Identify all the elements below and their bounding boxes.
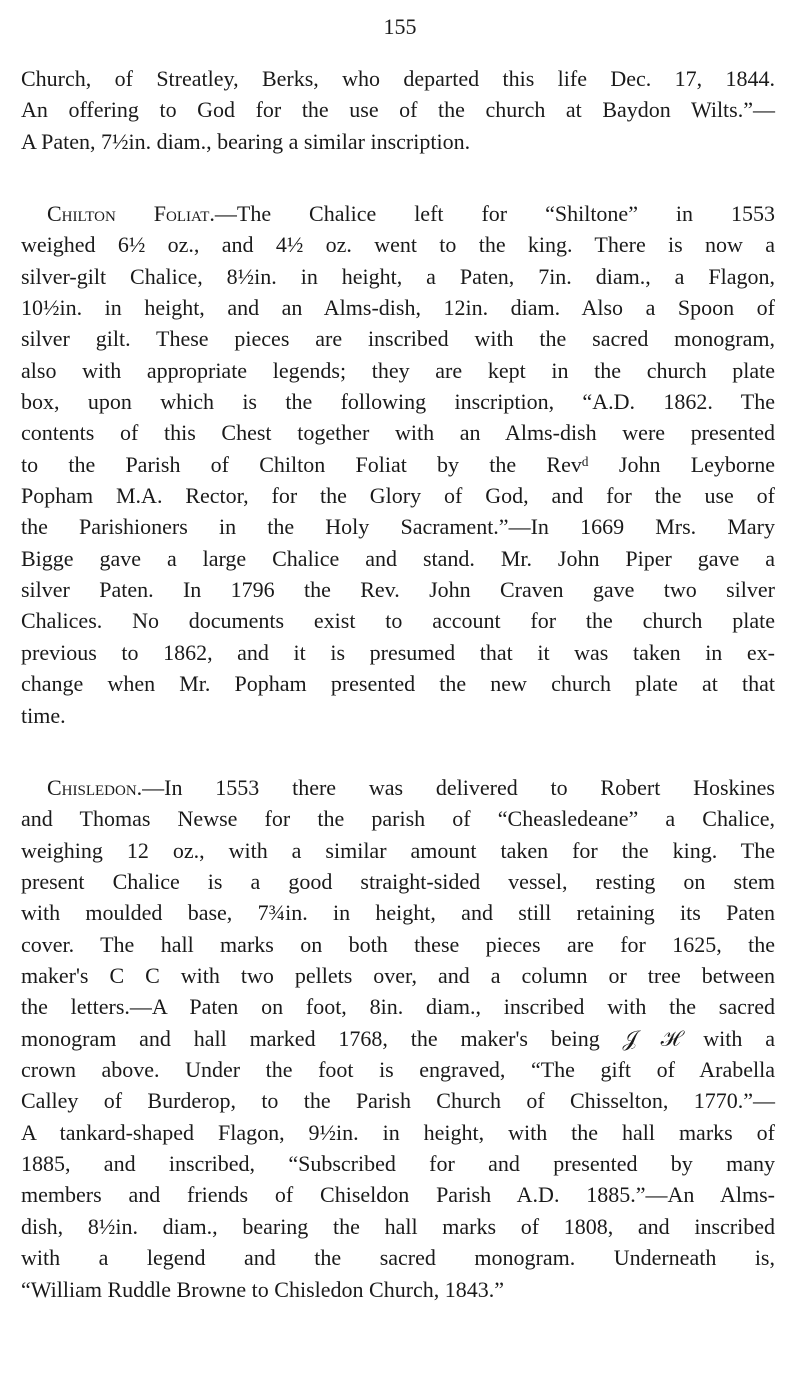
line-text: dish, 8½in. diam., bearing the hall marks of 1808, and inscribed [21, 1213, 775, 1239]
paragraph-chilton-foliat [21, 198, 775, 731]
text-line [21, 1117, 775, 1148]
section-heading: Chisledon. [47, 775, 143, 800]
line-text: previous to 1862, and it is presumed that it was taken in ex- [21, 639, 775, 665]
line-text: time. [21, 702, 66, 728]
line-text: Bigge gave a large Chalice and stand. Mr. John Piper gave a [21, 545, 775, 571]
section-heading: Chilton Foliat. [47, 201, 215, 226]
text-line [21, 1179, 775, 1210]
line-text: 1885, and inscribed, “Subscribed for and presented by many [21, 1151, 775, 1177]
line-text: and Thomas Newse for the parish of “Cheasledeane” a Chalice, [21, 806, 775, 832]
text-line [21, 1054, 775, 1085]
text-line [21, 261, 775, 292]
text-line [21, 417, 775, 448]
line-text: An offering to God for the use of the church at Baydon Wilts.”— [21, 97, 775, 123]
text-line [21, 1274, 775, 1305]
text-line [21, 323, 775, 354]
text-line [21, 355, 775, 386]
text-line [21, 292, 775, 323]
text-line [21, 929, 775, 960]
line-text: members and friends of Chiseldon Parish A.D. 1885.”—An Alms- [21, 1182, 775, 1208]
line-text: also with appropriate legends; they are kept in the church plate [21, 357, 775, 383]
text-line [21, 126, 775, 157]
line-text: Chalices. No documents exist to account for the church plate [21, 608, 775, 634]
text-line [21, 637, 775, 668]
text-line [21, 803, 775, 834]
text-line [21, 94, 775, 125]
text-line [21, 511, 775, 542]
line-text: Calley of Burderop, to the Parish Church of Chisselton, 1770.”— [21, 1088, 775, 1114]
text-line [21, 1148, 775, 1179]
text-line [21, 543, 775, 574]
text-line [21, 449, 775, 480]
line-text: contents of this Chest together with an Alms-dish were presented [21, 420, 775, 446]
text-line [21, 668, 775, 699]
line-text: Church, of Streatley, Berks, who departed this life Dec. 17, 1844. [21, 66, 775, 91]
line-text: the letters.—A Paten on foot, 8in. diam., inscribed with the sacred [21, 994, 775, 1020]
text-line [21, 960, 775, 991]
line-text: maker's C C with two pellets over, and a column or tree between [21, 963, 775, 989]
line-text: A tankard-shaped Flagon, 9½in. in height, with the hall marks of [21, 1119, 775, 1145]
line-text: silver gilt. These pieces are inscribed with the sacred monogram, [21, 326, 775, 352]
text-line [21, 386, 775, 417]
line-text: 10½in. in height, and an Alms-dish, 12in. diam. Also a Spoon of [21, 295, 775, 321]
line-text: “William Ruddle Browne to Chisledon Church, 1843.” [21, 1276, 505, 1302]
line-text: cover. The hall marks on both these pieces are for 1625, the [21, 931, 775, 957]
text-line [21, 1242, 775, 1273]
line-text: weighing 12 oz., with a similar amount taken for the king. The [21, 837, 775, 863]
paragraph-streatley-continuation [21, 63, 775, 157]
line-text: with a legend and the sacred monogram. Underneath is, [21, 1245, 775, 1271]
text-line [21, 605, 775, 636]
text-line [21, 1085, 775, 1116]
text-line [21, 897, 775, 928]
line-text: A Paten, 7½in. diam., bearing a similar inscription. [21, 128, 471, 154]
text-line [21, 480, 775, 511]
text-line [21, 835, 775, 866]
line-text: crown above. Under the foot is engraved, “The gift of Arabella [21, 1057, 775, 1083]
text-line [21, 991, 775, 1022]
text-line [21, 1211, 775, 1242]
text-line [21, 198, 775, 229]
text-line [21, 574, 775, 605]
line-text: with moulded base, 7¾in. in height, and still retaining its Paten [21, 900, 775, 926]
text-line [21, 700, 775, 731]
text-line [21, 772, 775, 803]
page-number: 155 [383, 14, 417, 39]
line-text: —In 1553 there was delivered to Robert Hoskines [142, 775, 775, 800]
line-text: weighed 6½ oz., and 4½ oz. went to the king. There is now a [21, 232, 775, 258]
text-line [21, 229, 775, 260]
line-text: the Parishioners in the Holy Sacrament.”—In 1669 Mrs. Mary [21, 514, 775, 540]
text-line [21, 866, 775, 897]
line-text: present Chalice is a good straight-sided vessel, resting on stem [21, 869, 775, 895]
line-text: box, upon which is the following inscription, “A.D. 1862. The [21, 389, 775, 415]
line-text: Popham M.A. Rector, for the Glory of God, and for the use of [21, 483, 775, 509]
text-line [21, 63, 775, 94]
line-text: to the Parish of Chilton Foliat by the Revᵈ John Leyborne [21, 451, 775, 477]
line-text: silver Paten. In 1796 the Rev. John Craven gave two silver [21, 577, 775, 603]
line-text: monogram and hall marked 1768, the maker's being 𝒥 ℋ with a [21, 1025, 775, 1051]
text-line [21, 1023, 775, 1054]
line-text: silver-gilt Chalice, 8½in. in height, a Paten, 7in. diam., a Flagon, [21, 263, 775, 289]
line-text: change when Mr. Popham presented the new church plate at that [21, 671, 775, 697]
paragraph-chisledon [21, 772, 775, 1305]
line-text: —The Chalice left for “Shiltone” in 1553 [214, 201, 776, 226]
